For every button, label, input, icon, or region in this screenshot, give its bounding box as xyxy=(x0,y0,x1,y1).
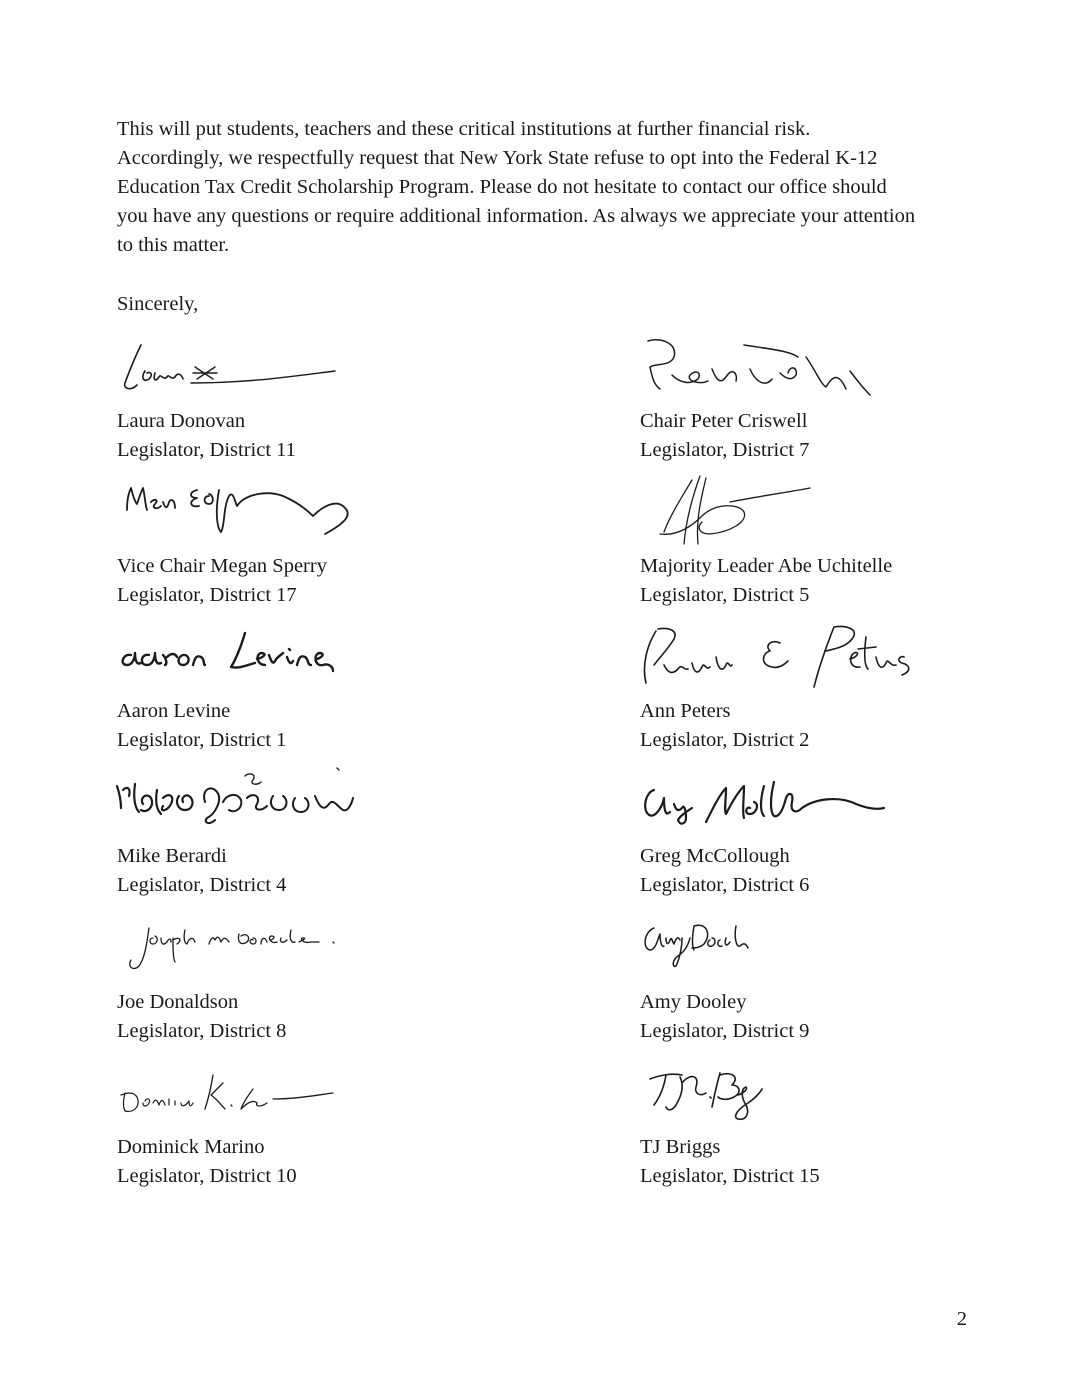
signer-mike-berardi xyxy=(117,762,537,902)
signer-title: Legislator, District 17 xyxy=(117,584,297,606)
signature-image xyxy=(97,762,407,842)
signature-image xyxy=(97,1053,397,1133)
closing: Sincerely, xyxy=(117,293,199,315)
signer-dominick-marino xyxy=(117,1053,537,1193)
signature-image xyxy=(620,617,940,697)
signer-tj-briggs xyxy=(640,1053,1060,1193)
signer-name: Vice Chair Megan Sperry xyxy=(117,555,327,577)
signature-image xyxy=(620,1053,920,1133)
signer-name: Chair Peter Criswell xyxy=(640,410,808,432)
signer-greg-mccollough xyxy=(640,762,1060,902)
signer-title: Legislator, District 5 xyxy=(640,584,810,606)
body-line: This will put students, teachers and these critical institutions at further financial risk. xyxy=(117,118,811,140)
signer-title: Legislator, District 11 xyxy=(117,439,296,461)
signer-laura-donovan xyxy=(117,327,537,467)
signer-joe-donaldson xyxy=(117,908,537,1048)
signer-title: Legislator, District 9 xyxy=(640,1020,810,1042)
signer-title: Legislator, District 10 xyxy=(117,1165,297,1187)
page-number: 2 xyxy=(956,1308,967,1330)
signature-image xyxy=(97,908,397,988)
signer-title: Legislator, District 6 xyxy=(640,874,810,896)
signature-image xyxy=(620,327,920,407)
signer-name: Greg McCollough xyxy=(640,845,790,867)
signature-image xyxy=(620,908,920,988)
signer-title: Legislator, District 1 xyxy=(117,729,287,751)
signer-amy-dooley xyxy=(640,908,1060,1048)
signer-title: Legislator, District 2 xyxy=(640,729,810,751)
signer-name: Dominick Marino xyxy=(117,1136,265,1158)
signature-image xyxy=(97,472,397,552)
signer-title: Legislator, District 7 xyxy=(640,439,810,461)
signer-peter-criswell xyxy=(640,327,1060,467)
signer-name: Mike Berardi xyxy=(117,845,227,867)
signature-image xyxy=(97,327,397,407)
signer-aaron-levine xyxy=(117,617,537,757)
body-line: to this matter. xyxy=(117,234,230,256)
body-line: Accordingly, we respectfully request that New York State refuse to opt into the Federal K-12 xyxy=(117,147,878,169)
signer-megan-sperry xyxy=(117,472,537,612)
signer-ann-peters xyxy=(640,617,1060,757)
signature-image xyxy=(620,472,920,552)
signer-name: Amy Dooley xyxy=(640,991,747,1013)
signature-image xyxy=(97,617,397,697)
signer-name: Majority Leader Abe Uchitelle xyxy=(640,555,893,577)
signer-abe-uchitelle xyxy=(640,472,1060,612)
body-line: Education Tax Credit Scholarship Program. Please do not hesitate to contact our office should xyxy=(117,176,887,198)
signer-name: Laura Donovan xyxy=(117,410,246,432)
signer-name: Joe Donaldson xyxy=(117,991,239,1013)
signer-title: Legislator, District 8 xyxy=(117,1020,287,1042)
signer-title: Legislator, District 4 xyxy=(117,874,287,896)
signer-name: Ann Peters xyxy=(640,700,731,722)
signer-title: Legislator, District 15 xyxy=(640,1165,820,1187)
signer-name: TJ Briggs xyxy=(640,1136,721,1158)
signature-image xyxy=(620,762,920,842)
letter-body xyxy=(117,115,979,260)
body-line: you have any questions or require additional information. As always we appreciate your attention xyxy=(117,205,916,227)
signer-name: Aaron Levine xyxy=(117,700,231,722)
